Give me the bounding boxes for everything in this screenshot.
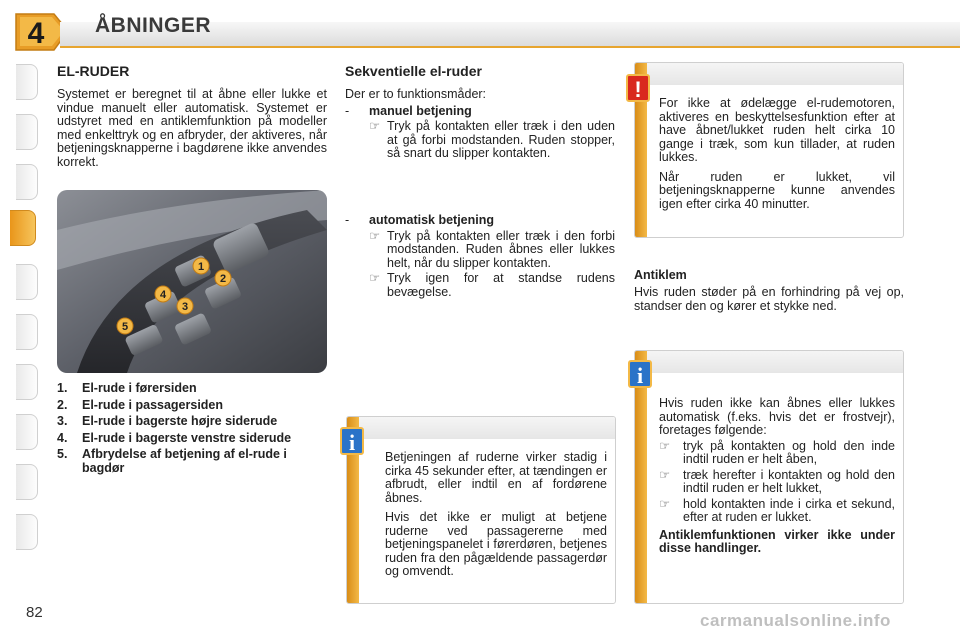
svg-text:3: 3 [181,301,189,313]
chapter-tab-7[interactable] [16,364,38,400]
hand-pointer-icon: ☞ [369,119,381,133]
chapter-tab-6[interactable] [16,314,38,350]
chapter-tab-9[interactable] [16,464,38,500]
manual-bullet: ☞ Tryk på kontakten eller træk i den uden at gå forbi modstanden. Ruden stopper, så snart du slipper kontakten. [369,119,615,160]
chapter-tab-3[interactable] [16,164,38,200]
photo-callout-3 [177,298,193,314]
photo-callout-5 [117,318,133,334]
antiklem-text: Hvis ruden støder på en forhindring på vej op, standser den og kører et stykke ned. [634,285,904,313]
page-number: 82 [26,604,43,621]
switch-legend-list [57,382,329,478]
hand-pointer-icon: ☞ [659,496,671,511]
info-box-right: Hvis ruden ikke kan åbnes eller lukkes automatisk (f.eks. hvis det er frostvejr), foretages følgende: ☞ tryk på kontakten og hold den inde indtil ruden er helt åben, ☞ træk herefter i kontakten og hold den indtil ruden er helt lukket, ☞ hold kontakten inde i cirka et sekund, efter at ruden er lukket. Antiklemfunktionen virker ikke under disse handlinger. [634,350,904,604]
sequential-modes [345,88,615,161]
automatic-bullet: ☞ Tryk igen for at standse rudens bevægelse. [369,271,615,299]
el-ruder-intro [57,88,327,175]
modes-intro: Der er to funktionsmåder: [345,87,487,101]
list-item: ☞ tryk på kontakten og hold den inde indtil ruden er helt åben, [659,438,895,466]
automatic-bullet: ☞ Tryk på kontakten eller træk i den forbi modstanden. Ruden åbnes eller lukkes helt, når du slipper kontakten. [369,228,615,270]
window-switch-panel-photo [57,190,327,373]
chapter-tab-rail [10,58,38,580]
hand-pointer-icon: ☞ [659,467,671,482]
antiklem-heading: Antiklem [634,268,687,282]
list-item: 4. El-rude i bagerste venstre siderude [57,430,292,445]
list-item: ☞ træk herefter i kontakten og hold den indtil ruden er helt lukket, [659,467,895,495]
info-box-middle: Betjeningen af ruderne virker stadig i cirka 45 sekunder efter, at tændingen er afbrudt, eller indtil en af fordørene åbnes. Hvis det ikke er muligt at betjene ruderne ved passagererne med betjeningspanelet i førerdøren, betjenes ruden fra den pågældende passagerdør og omvendt. [346,416,616,604]
chapter-tab-8[interactable] [16,414,38,450]
hand-pointer-icon: ☞ [659,438,671,453]
photo-callout-4 [155,286,171,302]
section-heading-el-ruder: EL-RUDER [57,63,130,79]
info-icon: i [628,360,652,388]
mode-automatic-label: - automatisk betjening [345,213,495,227]
svg-text:2: 2 [219,273,227,285]
mode-manual-label: - manuel betjening [345,103,472,118]
hand-pointer-icon: ☞ [369,228,381,243]
list-item: 1. El-rude i førersiden [57,381,197,395]
chapter-tab-2[interactable] [16,114,38,150]
list-item: 5. Afbrydelse af betjening af el-rude i bagdør [57,447,287,475]
list-item: 2. El-rude i passagersiden [57,397,224,412]
watermark: carmanualsonline.info [700,611,891,630]
chapter-tab-1[interactable] [16,64,38,100]
chapter-tab-10[interactable] [16,514,38,550]
warning-box: For ikke at ødelægge el-rudemotoren, aktiveres en beskyttelsesfunktion efter at have åbnet/lukket ruden helt cirka 10 gange i træk, som kun tillader, at ruden lukkes. Når ruden er lukket, vil betjeningsknapperne kunne anvendes igen efter cirka 40 minutter. [634,62,904,238]
svg-text:4: 4 [159,289,167,301]
chapter-tab-5[interactable] [16,264,38,300]
info-icon: i [340,427,364,455]
svg-text:5: 5 [121,321,129,333]
photo-callout-2 [215,270,231,286]
automatic-mode [345,214,615,299]
section-heading-sekventielle: Sekventielle el-ruder [345,63,482,79]
list-item: ☞ hold kontakten inde i cirka et sekund, efter at ruden er lukket. [659,496,895,524]
page-title: ÅBNINGER [95,14,212,37]
list-item: 3. El-rude i bagerste højre siderude [57,414,278,428]
svg-text:1: 1 [197,261,205,273]
hand-pointer-icon: ☞ [369,271,381,285]
el-ruder-intro-text: Systemet er beregnet til at åbne eller lukke et vindue manuelt eller automatisk. Systemet er udstyret med en antiklemfunktion på modeller med enkelttryk og en afbryder, der aktiveres, når betjeningsknapperne i bagdørene ikke anvendes korrekt. [57,87,327,169]
chapter-tab-4-active[interactable] [10,210,36,246]
warning-icon: ! [626,74,650,102]
photo-callout-1 [193,258,209,274]
chapter-number: 4 [27,17,45,50]
